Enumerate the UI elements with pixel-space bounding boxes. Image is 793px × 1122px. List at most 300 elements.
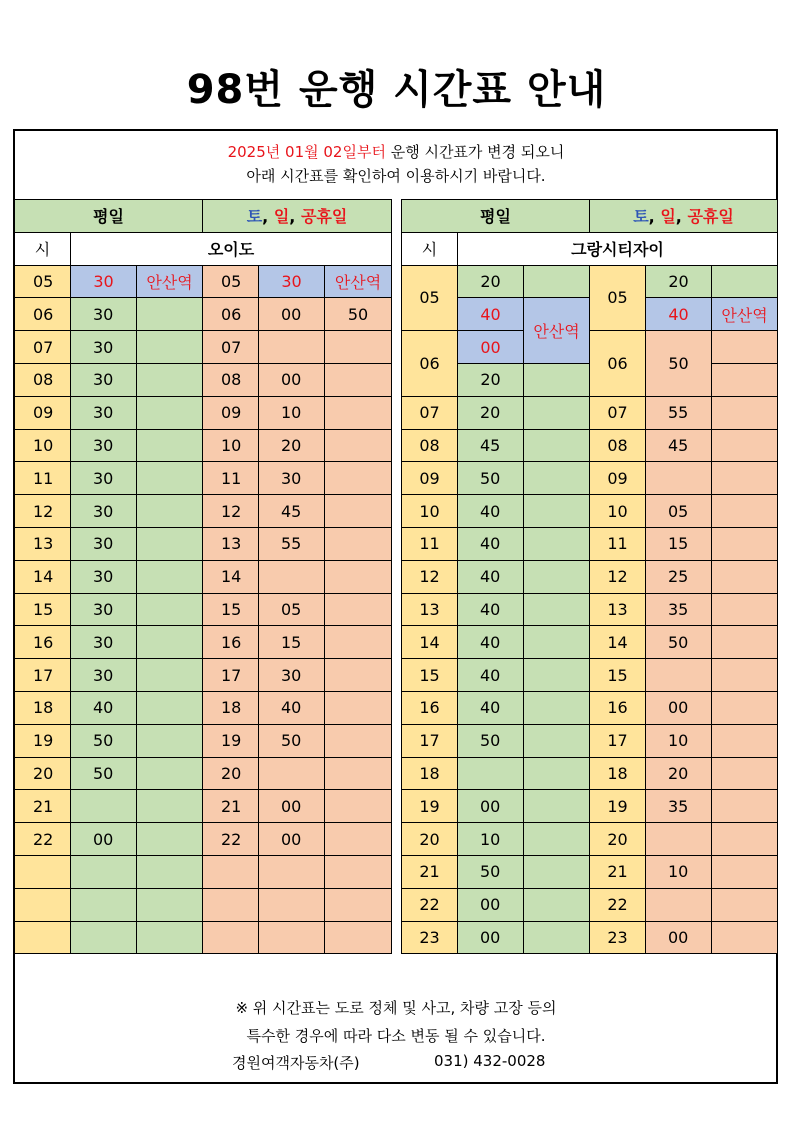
hour-cell: 18 — [203, 691, 259, 724]
hour-cell: 12 — [15, 495, 71, 528]
note-cell — [524, 560, 590, 593]
note-cell — [712, 527, 778, 560]
hour-cell: 09 — [402, 462, 458, 495]
note-cell — [524, 724, 590, 757]
note-cell — [712, 757, 778, 790]
disclaimer-line-2: 특수한 경우에 따라 다소 변동 될 수 있습니다. — [246, 1027, 546, 1045]
note-cell — [712, 888, 778, 921]
table-row — [402, 396, 778, 429]
ansan-station-tag: 안산역 — [137, 265, 203, 298]
extra-minute-cell — [325, 560, 392, 593]
minute-cell: 00 — [458, 888, 524, 921]
minute-cell: 00 — [259, 363, 325, 396]
extra-minute-cell — [325, 888, 392, 921]
minute-cell: 30 — [71, 396, 137, 429]
minute-cell — [646, 823, 712, 856]
minute-cell: 20 — [646, 757, 712, 790]
table-row — [402, 429, 778, 462]
note-cell — [712, 560, 778, 593]
effective-date: 2025년 01월 02일부터 — [227, 143, 386, 161]
minute-cell — [259, 888, 325, 921]
weekday-header: 평일 — [402, 200, 590, 233]
note-cell — [137, 855, 203, 888]
minute-cell: 55 — [646, 396, 712, 429]
table-row — [15, 298, 392, 331]
hour-cell: 19 — [590, 790, 646, 823]
company-name: 경원여객자동차(주) — [232, 1054, 360, 1072]
minute-cell — [71, 921, 137, 954]
minute-cell — [458, 757, 524, 790]
minute-cell: 20 — [646, 265, 712, 298]
extra-minute-cell — [325, 396, 392, 429]
hour-cell: 17 — [203, 659, 259, 692]
table-row — [402, 790, 778, 823]
minute-cell — [646, 462, 712, 495]
table-row — [15, 429, 392, 462]
weekday-header: 평일 — [15, 200, 203, 233]
note-cell — [524, 888, 590, 921]
minute-cell: 30 — [259, 265, 325, 298]
note-cell — [137, 724, 203, 757]
hour-cell: 15 — [203, 593, 259, 626]
hour-cell: 17 — [402, 724, 458, 757]
minute-cell: 30 — [71, 265, 137, 298]
note-cell — [524, 363, 590, 396]
hour-cell: 14 — [402, 626, 458, 659]
minute-cell: 50 — [259, 724, 325, 757]
minute-cell: 00 — [646, 691, 712, 724]
note-cell — [137, 626, 203, 659]
hour-cell: 17 — [15, 659, 71, 692]
hour-cell: 22 — [203, 823, 259, 856]
minute-cell: 40 — [458, 659, 524, 692]
table-row — [15, 593, 392, 626]
hour-cell: 12 — [402, 560, 458, 593]
minute-cell: 30 — [71, 527, 137, 560]
minute-cell: 40 — [458, 593, 524, 626]
table-row — [15, 626, 392, 659]
minute-cell: 50 — [458, 724, 524, 757]
hour-cell: 22 — [402, 888, 458, 921]
notice-line-2: 아래 시간표를 확인하여 이용하시기 바랍니다. — [246, 167, 546, 185]
extra-minute-cell — [325, 823, 392, 856]
note-cell — [137, 888, 203, 921]
timetable-oido — [14, 199, 392, 954]
minute-cell: 50 — [458, 462, 524, 495]
minute-cell — [259, 921, 325, 954]
table-row — [402, 855, 778, 888]
minute-cell: 30 — [71, 363, 137, 396]
note-cell — [712, 790, 778, 823]
note-cell — [137, 659, 203, 692]
hour-cell — [15, 921, 71, 954]
minute-cell: 10 — [646, 855, 712, 888]
extra-minute-cell — [325, 363, 392, 396]
table-row — [15, 659, 392, 692]
table-row — [15, 823, 392, 856]
hour-cell: 14 — [203, 560, 259, 593]
extra-minute-cell — [325, 593, 392, 626]
ansan-station-tag: 안산역 — [325, 265, 392, 298]
timetable-grand-city-xi — [401, 199, 778, 954]
hour-cell: 11 — [590, 527, 646, 560]
hour-cell: 09 — [590, 462, 646, 495]
hour-cell: 10 — [590, 495, 646, 528]
table-row — [15, 888, 392, 921]
note-cell — [524, 462, 590, 495]
minute-cell: 30 — [71, 593, 137, 626]
note-cell — [712, 495, 778, 528]
note-cell — [137, 691, 203, 724]
hour-cell: 07 — [590, 396, 646, 429]
table-row — [402, 265, 778, 298]
hour-cell: 06 — [203, 298, 259, 331]
hour-cell: 16 — [590, 691, 646, 724]
hour-cell: 21 — [590, 855, 646, 888]
note-cell — [137, 396, 203, 429]
ansan-station-tag: 안산역 — [524, 298, 590, 364]
minute-cell: 30 — [71, 429, 137, 462]
note-cell — [712, 593, 778, 626]
place-name: 그랑시티자이 — [458, 232, 778, 265]
hour-cell: 16 — [15, 626, 71, 659]
table-row — [15, 363, 392, 396]
hour-cell: 17 — [590, 724, 646, 757]
note-cell — [712, 331, 778, 364]
minute-cell: 00 — [71, 823, 137, 856]
extra-minute-cell — [325, 724, 392, 757]
note-cell — [137, 560, 203, 593]
minute-cell: 40 — [71, 691, 137, 724]
minute-cell: 50 — [646, 626, 712, 659]
extra-minute-cell — [325, 495, 392, 528]
minute-cell: 35 — [646, 790, 712, 823]
minute-cell: 50 — [71, 724, 137, 757]
minute-cell: 20 — [458, 265, 524, 298]
minute-cell: 40 — [458, 495, 524, 528]
note-cell — [712, 659, 778, 692]
note-cell — [524, 823, 590, 856]
minute-cell: 30 — [71, 626, 137, 659]
minute-cell: 15 — [646, 527, 712, 560]
table-row — [15, 331, 392, 364]
minute-cell: 30 — [71, 298, 137, 331]
table-row — [402, 691, 778, 724]
hour-cell: 18 — [590, 757, 646, 790]
note-cell — [524, 265, 590, 298]
minute-cell — [646, 659, 712, 692]
extra-minute-cell — [325, 626, 392, 659]
hour-cell: 12 — [590, 560, 646, 593]
minute-cell: 30 — [71, 462, 137, 495]
note-cell — [137, 921, 203, 954]
minute-cell: 00 — [259, 823, 325, 856]
table-row — [15, 560, 392, 593]
change-notice — [15, 140, 777, 188]
minute-cell: 25 — [646, 560, 712, 593]
extra-minute-cell — [325, 691, 392, 724]
note-cell — [137, 527, 203, 560]
note-cell — [137, 331, 203, 364]
hour-header: 시 — [402, 232, 458, 265]
hour-cell: 16 — [402, 691, 458, 724]
hour-cell: 07 — [402, 396, 458, 429]
note-cell — [137, 495, 203, 528]
hour-cell: 20 — [203, 757, 259, 790]
table-row — [402, 921, 778, 954]
minute-cell: 40 — [458, 560, 524, 593]
note-cell — [137, 429, 203, 462]
minute-cell: 30 — [259, 462, 325, 495]
hour-cell: 05 — [203, 265, 259, 298]
hour-cell: 11 — [402, 527, 458, 560]
minute-cell — [71, 790, 137, 823]
minute-cell: 05 — [646, 495, 712, 528]
page-title: 98번 운행 시간표 안내 — [186, 67, 607, 113]
hour-cell: 09 — [203, 396, 259, 429]
minute-cell: 50 — [458, 855, 524, 888]
note-cell — [712, 691, 778, 724]
table-row — [15, 396, 392, 429]
table-row — [15, 527, 392, 560]
hour-cell: 21 — [402, 855, 458, 888]
extra-minute-cell — [325, 790, 392, 823]
minute-cell: 50 — [71, 757, 137, 790]
note-cell — [137, 462, 203, 495]
hour-cell: 18 — [402, 757, 458, 790]
hour-cell: 09 — [15, 396, 71, 429]
table-row — [402, 495, 778, 528]
note-cell — [524, 921, 590, 954]
minute-cell: 00 — [259, 298, 325, 331]
minute-cell: 35 — [646, 593, 712, 626]
minute-cell: 40 — [458, 527, 524, 560]
minute-cell: 30 — [71, 331, 137, 364]
disclaimer — [15, 994, 777, 1050]
note-cell — [524, 626, 590, 659]
minute-cell: 45 — [646, 429, 712, 462]
disclaimer-line-1: ※ 위 시간표는 도로 정체 및 사고, 차량 고장 등의 — [235, 999, 557, 1017]
note-cell — [137, 363, 203, 396]
note-cell — [524, 855, 590, 888]
minute-cell: 00 — [458, 790, 524, 823]
hour-cell: 06 — [15, 298, 71, 331]
hour-cell: 19 — [203, 724, 259, 757]
table-row — [402, 823, 778, 856]
hour-cell: 11 — [203, 462, 259, 495]
hour-cell — [203, 855, 259, 888]
note-cell — [524, 757, 590, 790]
extra-minute-cell — [325, 527, 392, 560]
note-cell — [524, 691, 590, 724]
hour-cell: 15 — [15, 593, 71, 626]
hour-cell: 10 — [203, 429, 259, 462]
extra-minute-cell — [325, 921, 392, 954]
extra-minute-cell — [325, 659, 392, 692]
minute-cell: 40 — [259, 691, 325, 724]
hour-cell: 18 — [15, 691, 71, 724]
minute-cell: 55 — [259, 527, 325, 560]
table-row — [402, 757, 778, 790]
hour-cell: 13 — [15, 527, 71, 560]
note-cell — [137, 757, 203, 790]
table-row — [15, 265, 392, 298]
note-cell — [712, 265, 778, 298]
notice-line-1: 2025년 01월 02일부터 운행 시간표가 변경 되오니 — [227, 143, 565, 161]
minute-cell: 40 — [646, 298, 712, 331]
extra-minute-cell: 50 — [325, 298, 392, 331]
hour-cell: 08 — [590, 429, 646, 462]
table-row — [15, 921, 392, 954]
hour-header: 시 — [15, 232, 71, 265]
hour-cell: 06 — [402, 331, 458, 397]
minute-cell: 00 — [646, 921, 712, 954]
table-row — [402, 724, 778, 757]
hour-cell: 11 — [15, 462, 71, 495]
table-row — [15, 691, 392, 724]
note-cell — [137, 823, 203, 856]
weekend-header: 토, 일, 공휴일 — [590, 200, 778, 233]
note-cell — [712, 626, 778, 659]
hour-cell: 08 — [15, 363, 71, 396]
hour-cell: 20 — [15, 757, 71, 790]
minute-cell: 10 — [458, 823, 524, 856]
weekend-header: 토, 일, 공휴일 — [203, 200, 392, 233]
note-cell — [524, 495, 590, 528]
minute-cell — [71, 888, 137, 921]
note-cell — [137, 790, 203, 823]
hour-cell: 13 — [203, 527, 259, 560]
table-row — [15, 855, 392, 888]
table-row — [15, 757, 392, 790]
hour-cell: 21 — [203, 790, 259, 823]
hour-cell: 05 — [15, 265, 71, 298]
minute-cell — [646, 888, 712, 921]
minute-cell: 05 — [259, 593, 325, 626]
note-cell — [524, 659, 590, 692]
extra-minute-cell — [325, 757, 392, 790]
hour-cell — [15, 888, 71, 921]
minute-cell: 00 — [259, 790, 325, 823]
table-row — [402, 560, 778, 593]
minute-cell: 10 — [646, 724, 712, 757]
hour-cell: 08 — [402, 429, 458, 462]
note-cell — [524, 593, 590, 626]
note-cell — [137, 593, 203, 626]
minute-cell: 20 — [259, 429, 325, 462]
minute-cell: 45 — [458, 429, 524, 462]
table-row — [402, 593, 778, 626]
hour-cell: 19 — [15, 724, 71, 757]
hour-cell: 13 — [402, 593, 458, 626]
hour-cell: 16 — [203, 626, 259, 659]
hour-cell: 14 — [15, 560, 71, 593]
table-row — [402, 626, 778, 659]
hour-cell — [203, 888, 259, 921]
hour-cell: 15 — [590, 659, 646, 692]
table-row — [15, 790, 392, 823]
table-row — [402, 462, 778, 495]
table-row — [15, 462, 392, 495]
hour-cell: 13 — [590, 593, 646, 626]
hour-cell — [203, 921, 259, 954]
hour-cell: 12 — [203, 495, 259, 528]
minute-cell: 30 — [259, 659, 325, 692]
note-cell — [137, 298, 203, 331]
hour-cell: 23 — [402, 921, 458, 954]
hour-cell: 10 — [15, 429, 71, 462]
note-cell — [712, 724, 778, 757]
table-row — [402, 659, 778, 692]
minute-cell: 50 — [646, 331, 712, 397]
extra-minute-cell — [325, 429, 392, 462]
minute-cell: 40 — [458, 298, 524, 331]
hour-cell: 20 — [590, 823, 646, 856]
minute-cell — [259, 855, 325, 888]
table-row — [402, 888, 778, 921]
minute-cell: 00 — [458, 921, 524, 954]
minute-cell — [259, 560, 325, 593]
note-cell — [712, 396, 778, 429]
minute-cell: 20 — [458, 396, 524, 429]
note-cell — [712, 921, 778, 954]
minute-cell: 30 — [71, 560, 137, 593]
hour-cell: 10 — [402, 495, 458, 528]
note-cell — [712, 823, 778, 856]
minute-cell: 10 — [259, 396, 325, 429]
note-cell — [524, 790, 590, 823]
hour-cell: 19 — [402, 790, 458, 823]
hour-cell: 14 — [590, 626, 646, 659]
hour-cell: 23 — [590, 921, 646, 954]
note-cell — [524, 396, 590, 429]
hour-cell: 05 — [402, 265, 458, 331]
minute-cell: 20 — [458, 363, 524, 396]
place-name: 오이도 — [71, 232, 392, 265]
minute-cell — [71, 855, 137, 888]
hour-cell: 20 — [402, 823, 458, 856]
hour-cell: 07 — [203, 331, 259, 364]
hour-cell: 06 — [590, 331, 646, 397]
table-row — [402, 331, 778, 364]
note-cell — [712, 429, 778, 462]
note-cell — [524, 429, 590, 462]
hour-cell: 15 — [402, 659, 458, 692]
note-cell — [712, 462, 778, 495]
hour-cell: 05 — [590, 265, 646, 331]
ansan-station-tag: 안산역 — [712, 298, 778, 331]
hour-cell: 22 — [15, 823, 71, 856]
hour-cell: 08 — [203, 363, 259, 396]
table-row — [402, 527, 778, 560]
minute-cell: 00 — [458, 331, 524, 364]
minute-cell: 15 — [259, 626, 325, 659]
note-cell — [524, 527, 590, 560]
hour-cell: 22 — [590, 888, 646, 921]
minute-cell — [259, 331, 325, 364]
hour-cell: 21 — [15, 790, 71, 823]
minute-cell: 40 — [458, 626, 524, 659]
minute-cell: 30 — [71, 659, 137, 692]
phone-number: 031) 432-0028 — [434, 1052, 546, 1070]
table-row — [15, 495, 392, 528]
extra-minute-cell — [325, 331, 392, 364]
hour-cell — [15, 855, 71, 888]
note-cell — [712, 363, 778, 396]
hour-cell: 07 — [15, 331, 71, 364]
minute-cell: 30 — [71, 495, 137, 528]
extra-minute-cell — [325, 855, 392, 888]
